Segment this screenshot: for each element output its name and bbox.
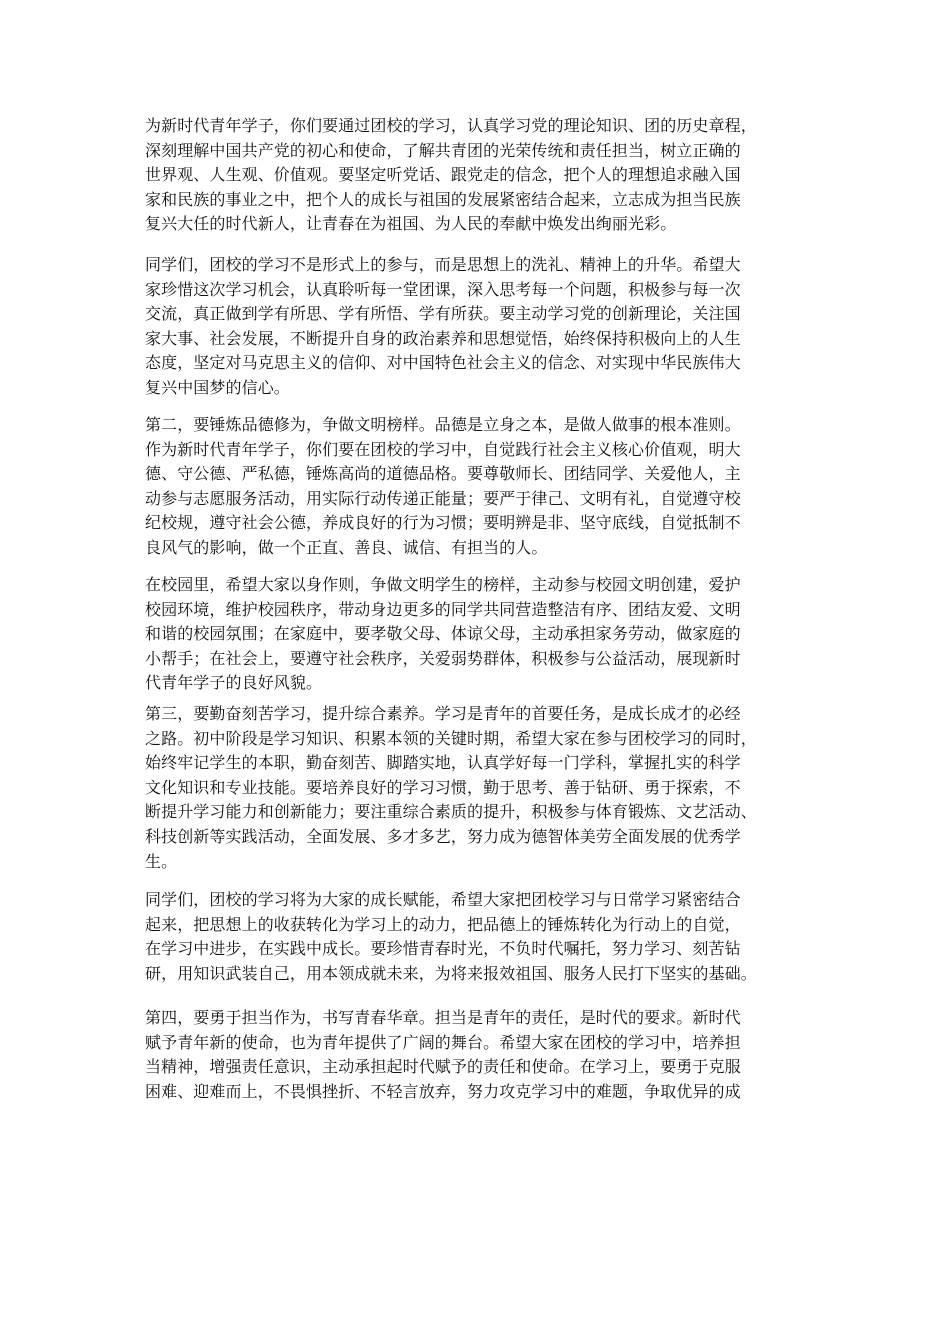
text-line: 深刻理解中国共产党的初心和使命，了解共青团的光荣传统和责任担当，树立正确的 xyxy=(145,140,741,160)
text-line: 家珍惜这次学习机会，认真聆听每一堂团课，深入思考每一个问题，积极参与每一次 xyxy=(145,279,741,299)
text-line: 断提升学习能力和创新能力；要注重综合素质的提升，积极参与体育锻炼、文艺活动、 xyxy=(145,802,757,822)
text-line: 为新时代青年学子，你们要通过团校的学习，认真学习党的理论知识、团的历史章程， xyxy=(145,116,757,135)
text-line: 家和民族的事业之中，把个人的成长与祖国的发展紧密结合起来，立志成为担当民族 xyxy=(145,189,741,209)
paragraph-point-two-morality xyxy=(145,413,825,561)
text-line: 同学们，团校的学习将为大家的成长赋能，希望大家把团校学习与日常学习紧密结合 xyxy=(145,890,741,909)
text-line: 纪校规，遵守社会公德，养成良好的行为习惯；要明辨是非、坚守底线，自觉抵制不 xyxy=(145,513,741,533)
text-line: 复兴中国梦的信心。 xyxy=(145,377,290,397)
text-line: 之路。初中阶段是学习知识、积累本领的关键时期，希望大家在参与团校学习的同时， xyxy=(145,728,757,748)
text-line: 在校园里，希望大家以身作则，争做文明学生的榜样，主动参与校园文明创建，爱护 xyxy=(145,575,741,594)
text-line: 赋予青年新的使命，也为青年提供了广阔的舞台。希望大家在团校的学习中，培养担 xyxy=(145,1032,741,1052)
paragraph-campus-conduct xyxy=(145,573,825,696)
text-line: 德、守公德、严私德，锤炼高尚的道德品格。要尊敬师长、团结同学、关爱他人，主 xyxy=(145,464,741,484)
text-line: 动参与志愿服务活动，用实际行动传递正能量；要严于律己、文明有礼，自觉遵守校 xyxy=(145,488,741,508)
text-line: 生。 xyxy=(145,851,178,871)
text-line: 和谐的校园氛围；在家庭中，要孝敬父母、体谅父母，主动承担家务劳动，做家庭的 xyxy=(145,624,741,644)
text-line: 态度，坚定对马克思主义的信仰、对中国特色社会主义的信念、对实现中华民族伟大 xyxy=(145,353,741,373)
text-line: 起来，把思想上的收获转化为学习上的动力，把品德上的锤炼转化为行动上的自觉， xyxy=(145,914,741,934)
paragraph-empowerment xyxy=(145,888,825,986)
text-line: 文化知识和专业技能。要培养良好的学习习惯，勤于思考、善于钻研、勇于探索，不 xyxy=(145,777,741,797)
text-line: 困难、迎难而上，不畏惧挫折、不轻言放弃，努力攻克学习中的难题，争取优异的成 xyxy=(145,1081,741,1101)
text-line: 科技创新等实践活动，全面发展、多才多艺，努力成为德智体美劳全面发展的优秀学 xyxy=(145,826,741,846)
text-line: 当精神，增强责任意识，主动承担起时代赋予的责任和使命。在学习上，要勇于克服 xyxy=(145,1057,741,1077)
text-line: 同学们，团校的学习不是形式上的参与，而是思想上的洗礼、精神上的升华。希望大 xyxy=(145,255,741,274)
text-line: 研，用知识武装自己，用本领成就未来，为将来报效祖国、服务人民打下坚实的基础。 xyxy=(145,963,757,983)
paragraph-point-four-responsibility xyxy=(145,1006,825,1104)
text-line: 家大事、社会发展，不断提升自身的政治素养和思想觉悟，始终保持积极向上的人生 xyxy=(145,328,741,348)
paragraph-point-three-study xyxy=(145,702,825,874)
text-line: 代青年学子的良好风貌。 xyxy=(145,673,323,693)
text-line: 交流，真正做到学有所思、学有所悟、学有所获。要主动学习党的创新理论，关注国 xyxy=(145,304,741,324)
text-line: 第三，要勤奋刻苦学习，提升综合素养。学习是青年的首要任务，是成长成才的必经 xyxy=(145,704,741,723)
text-line: 校园环境，维护校园秩序，带动身边更多的同学共同营造整洁有序、团结友爱、文明 xyxy=(145,599,741,619)
text-line: 第二，要锤炼品德修为，争做文明榜样。品德是立身之本，是做人做事的根本准则。 xyxy=(145,415,741,434)
text-line: 世界观、人生观、价值观。要坚定听党话、跟党走的信念，把个人的理想追求融入国 xyxy=(145,165,741,185)
text-line: 作为新时代青年学子，你们要在团校的学习中，自觉践行社会主义核心价值观，明大 xyxy=(145,439,741,459)
paragraph-ideals xyxy=(145,114,825,237)
text-line: 第四，要勇于担当作为，书写青春华章。担当是青年的责任，是时代的要求。新时代 xyxy=(145,1008,741,1027)
text-line: 复兴大任的时代新人，让青春在为祖国、为人民的奉献中焕发出绚丽光彩。 xyxy=(145,214,677,234)
paragraph-study-attitude xyxy=(145,253,825,401)
text-line: 始终牢记学生的本职，勤奋刻苦、脚踏实地，认真学好每一门学科，掌握扎实的科学 xyxy=(145,753,741,773)
text-line: 小帮手；在社会上，要遵守社会秩序，关爱弱势群体，积极参与公益活动，展现新时 xyxy=(145,648,741,668)
text-line: 在学习中进步，在实践中成长。要珍惜青春时光，不负时代嘱托，努力学习、刻苦钻 xyxy=(145,939,741,959)
text-line: 良风气的影响，做一个正直、善良、诚信、有担当的人。 xyxy=(145,537,548,557)
